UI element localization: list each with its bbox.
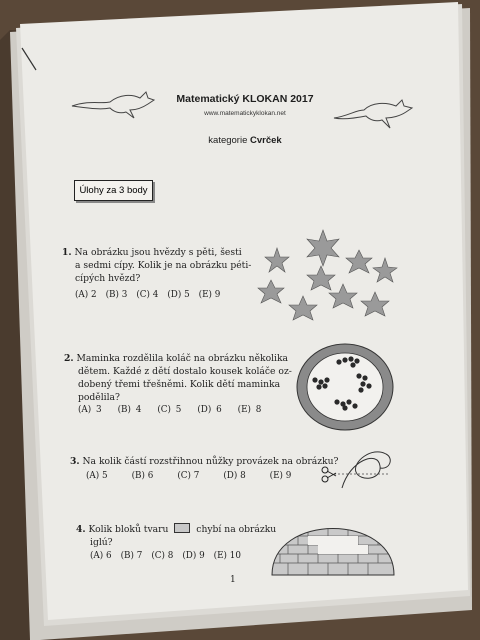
contest-url: www.matematickyklokan.net — [204, 110, 286, 117]
question-3-answers — [86, 471, 300, 481]
question-2-answers — [78, 405, 270, 415]
answer-option: (E) 10 — [213, 551, 241, 561]
star-icon — [265, 248, 289, 272]
star-icon — [373, 258, 397, 282]
question-line: podělila? — [78, 392, 120, 403]
stars-figure — [255, 228, 405, 328]
star-icon — [346, 250, 372, 273]
answer-option: (B) 3 — [105, 290, 128, 300]
kangaroo-logo-right — [330, 96, 420, 136]
question-3-text — [70, 455, 338, 468]
section-label: Úlohy za 3 body — [74, 180, 153, 201]
page-number: 1 — [230, 575, 236, 585]
answer-option: (A) 2 — [75, 290, 97, 300]
star-icon — [329, 284, 357, 308]
question-line: iglú? — [90, 537, 113, 548]
igloo-figure — [268, 505, 398, 577]
contest-title: Matematický KLOKAN 2017 — [176, 93, 314, 105]
star-icon — [289, 296, 317, 320]
question-number: 3. — [70, 456, 80, 467]
answer-option: (D) 8 — [223, 471, 246, 481]
answer-option: (B) 7 — [120, 551, 143, 561]
question-1-text — [62, 246, 242, 259]
question-line: dobený třemi třešněmi. Kolik dětí maminka — [78, 379, 281, 390]
answer-option: (D) 6 — [197, 405, 222, 415]
answer-option: (B) 4 — [117, 405, 142, 415]
answer-option: (A) 5 — [86, 471, 108, 481]
answer-option: (C) 5 — [157, 405, 182, 415]
star-icon — [307, 230, 339, 266]
answer-option: (D) 5 — [167, 290, 190, 300]
scissors-icon — [322, 467, 336, 482]
answer-option: (A) 6 — [90, 551, 112, 561]
question-1-answers — [75, 290, 229, 300]
question-line: dětem. Každé z dětí dostalo kousek koláče oz- — [78, 366, 292, 377]
question-line: Kolik bloků tvaru — [88, 524, 169, 535]
kangaroo-logo-left — [70, 86, 160, 126]
answer-option: (C) 4 — [136, 290, 159, 300]
star-icon — [258, 280, 284, 303]
question-line: chybí na obrázku — [196, 524, 277, 535]
category-line — [150, 135, 340, 146]
question-4-answers — [90, 551, 250, 561]
question-4-text — [76, 523, 276, 536]
answer-option: (A) 3 — [78, 405, 102, 415]
cake-figure — [295, 342, 395, 432]
answer-option: (E) 9 — [198, 290, 221, 300]
answer-option: (D) 9 — [182, 551, 205, 561]
answer-option: (E) 8 — [237, 405, 262, 415]
question-2-text — [64, 352, 288, 365]
answer-option: (B) 6 — [131, 471, 154, 481]
question-line: cípých hvězd? — [75, 273, 141, 284]
question-line: Maminka rozdělila koláč na obrázku několika — [76, 353, 289, 364]
answer-option: (C) 7 — [177, 471, 200, 481]
question-line: Na obrázku jsou hvězdy s pěti, šesti — [74, 247, 242, 258]
question-line: a sedmi cípy. Kolik je na obrázku péti- — [75, 260, 252, 271]
answer-option: (E) 9 — [269, 471, 292, 481]
question-line: Na kolik částí rozstřihnou nůžky provázek na obrázku? — [82, 456, 339, 467]
answer-option: (C) 8 — [151, 551, 174, 561]
string-scissors-figure — [320, 440, 400, 500]
star-icon — [361, 292, 389, 316]
question-number: 4. — [76, 524, 86, 535]
question-number: 1. — [62, 247, 72, 258]
category-name: Cvrček — [250, 135, 282, 146]
block-shape-icon — [174, 523, 190, 533]
question-number: 2. — [64, 353, 74, 364]
category-prefix: kategorie — [208, 135, 251, 146]
star-icon — [307, 266, 335, 290]
